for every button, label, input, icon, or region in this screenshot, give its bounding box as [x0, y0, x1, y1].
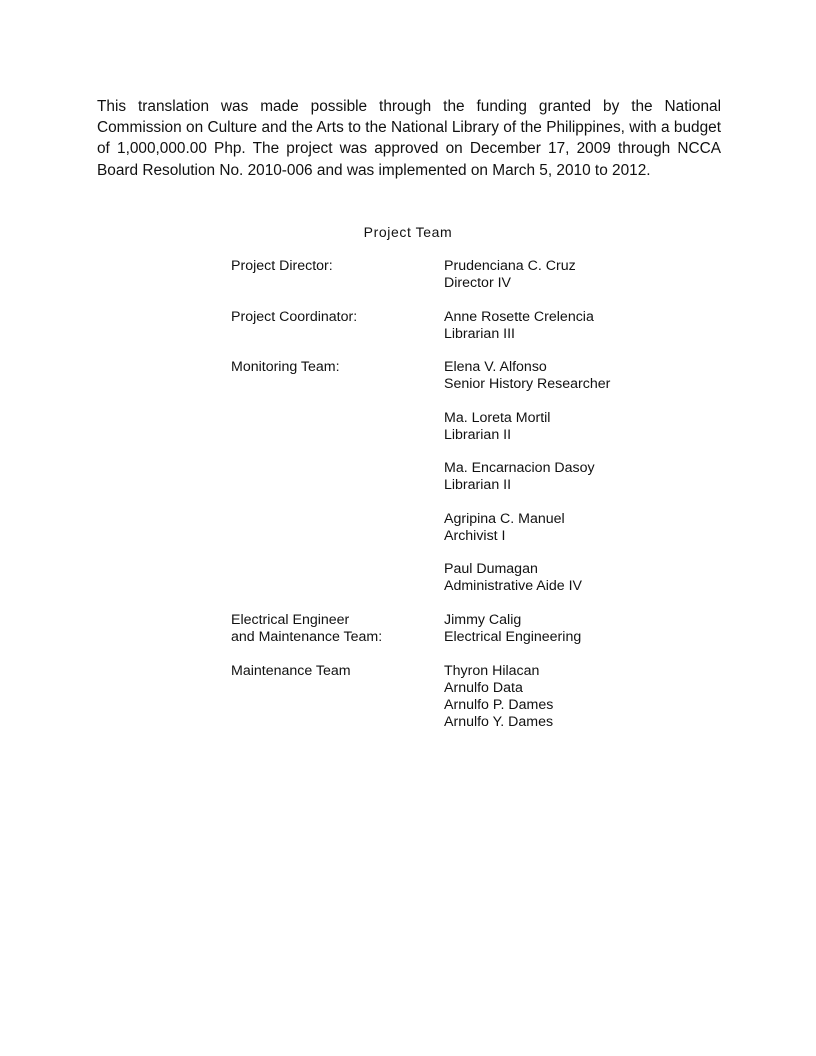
member-position: Librarian III — [444, 326, 515, 342]
member-name: Prudenciana C. Cruz — [444, 258, 576, 274]
role-electrical-engineer: Electrical Engineer and Maintenance Team: — [231, 612, 383, 645]
member-position: Senior History Researcher — [444, 376, 611, 392]
member-name: Agripina C. Manuel — [444, 511, 565, 527]
member-name: Ma. Encarnacion Dasoy — [444, 460, 595, 476]
member-position: Administrative Aide IV — [444, 578, 582, 594]
member-name: Thyron Hilacan — [444, 663, 540, 679]
project-team-heading: Project Team — [363, 224, 453, 240]
member-monitoring-3 — [444, 460, 595, 494]
member-position: Electrical Engineering — [444, 629, 582, 645]
member-director — [444, 258, 576, 292]
role-project-director: Project Director: — [231, 258, 333, 274]
member-name: Arnulfo Data — [444, 680, 523, 696]
funding-statement: This translation was made possible through the funding granted by the National Commission on Culture and the Arts to the National Library of the Philippines, with a budget of 1,000,000.00 Php. The project was approved on December 17, 2009 through NCCA Board Resolution No. 2010-006 and was implemented on March 5, 2010 to 2012. — [97, 98, 721, 179]
member-monitoring-4 — [444, 511, 565, 545]
role-monitoring-team: Monitoring Team: — [231, 359, 340, 375]
member-position: Librarian II — [444, 477, 512, 493]
member-name: Anne Rosette Crelencia — [444, 309, 594, 325]
member-monitoring-5 — [444, 561, 582, 595]
role-project-coordinator: Project Coordinator: — [231, 309, 358, 325]
member-position: Archivist I — [444, 528, 506, 544]
member-name: Paul Dumagan — [444, 561, 538, 577]
member-name: Ma. Loreta Mortil — [444, 410, 551, 426]
member-monitoring-1 — [444, 359, 610, 393]
role-maintenance-team: Maintenance Team — [231, 663, 351, 679]
member-name: Arnulfo P. Dames — [444, 697, 554, 713]
member-position: Librarian II — [444, 427, 512, 443]
member-name: Elena V. Alfonso — [444, 359, 547, 375]
member-maintenance-list — [444, 663, 553, 731]
member-electrical — [444, 612, 581, 646]
member-position: Director IV — [444, 275, 512, 291]
member-name: Jimmy Calig — [444, 612, 522, 628]
member-monitoring-2 — [444, 410, 550, 444]
member-name: Arnulfo Y. Dames — [444, 714, 554, 730]
member-coordinator — [444, 309, 594, 343]
